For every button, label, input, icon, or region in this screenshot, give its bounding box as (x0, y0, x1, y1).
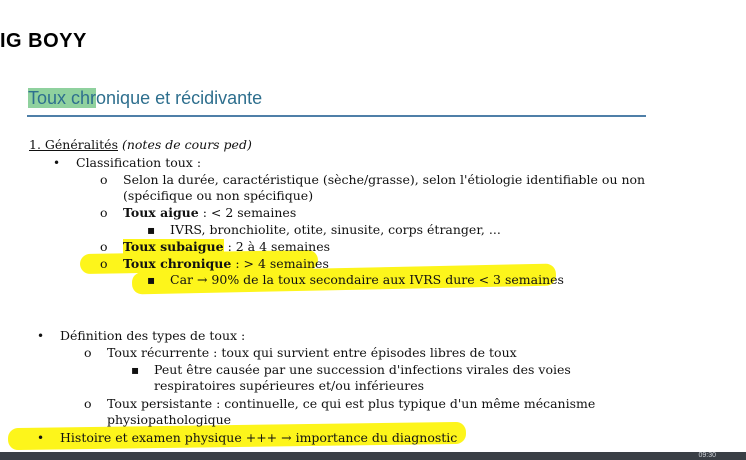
toux-subaigue-label: Toux subaigue (123, 239, 224, 254)
classification-item: Classification toux : (76, 155, 202, 170)
bullet-circle-icon: o (100, 205, 108, 220)
cause-line-2: respiratoires supérieures et/ou inférieures (154, 378, 425, 393)
document-heading (28, 88, 262, 109)
heading-underline-rule (27, 115, 646, 117)
os-taskbar[interactable] (0, 452, 746, 460)
toux-aigue-item (123, 205, 296, 221)
bullet-dot-icon: • (37, 431, 45, 445)
section-1-number-title: 1. Généralités (29, 137, 118, 152)
definition-item: Définition des types de toux : (60, 328, 246, 343)
bullet-square-icon: ▪ (147, 273, 156, 287)
cause-line-1: Peut être causée par une succession d'infections virales des voies (154, 362, 571, 377)
toux-chronique-item (123, 256, 329, 272)
bullet-square-icon: ▪ (131, 363, 140, 377)
section-1-title (29, 137, 252, 153)
toux-subaigue-item (123, 239, 330, 255)
toux-subaigue-value: : 2 à 4 semaines (223, 239, 331, 254)
heading-highlighted-part: Toux chr (28, 88, 97, 108)
toux-aigue-label: Toux aigue (123, 205, 199, 220)
car-line: Car → 90% de la toux secondaire aux IVRS dure < 3 semaines (170, 272, 564, 287)
toux-chronique-value: : > 4 semaines (231, 256, 329, 271)
bullet-dot-icon: • (53, 156, 61, 170)
bullet-circle-icon: o (84, 345, 92, 360)
toux-chronique-label: Toux chronique (123, 256, 232, 271)
toux-aigue-causes: IVRS, bronchiolite, otite, sinusite, corps étranger, ... (170, 222, 501, 237)
bullet-dot-icon: • (37, 329, 45, 343)
toux-persistante-line-1: Toux persistante : continuelle, ce qui est plus typique d'un même mécanisme (107, 396, 596, 411)
bullet-square-icon: ▪ (147, 223, 156, 237)
duration-line-2: (spécifique ou non spécifique) (123, 188, 314, 203)
overlay-banner-text: IG BOYY (0, 30, 87, 52)
toux-aigue-value: : < 2 semaines (198, 205, 297, 220)
bullet-circle-icon: o (84, 396, 92, 411)
bullet-circle-icon: o (100, 256, 108, 271)
toux-persistante-line-2: physiopathologique (107, 412, 232, 427)
bullet-circle-icon: o (100, 239, 108, 254)
heading-rest: onique et récidivante (96, 88, 263, 108)
taskbar-clock[interactable]: 09:30 (698, 452, 716, 459)
bullet-circle-icon: o (100, 172, 108, 187)
toux-recurrente-item: Toux récurrente : toux qui survient entre épisodes libres de toux (107, 345, 517, 360)
histoire-item: Histoire et examen physique +++ → importance du diagnostic (60, 430, 458, 445)
section-1-note: (notes de cours ped) (121, 137, 252, 152)
duration-line-1: Selon la durée, caractéristique (sèche/grasse), selon l'étiologie identifiable ou non (123, 172, 646, 187)
